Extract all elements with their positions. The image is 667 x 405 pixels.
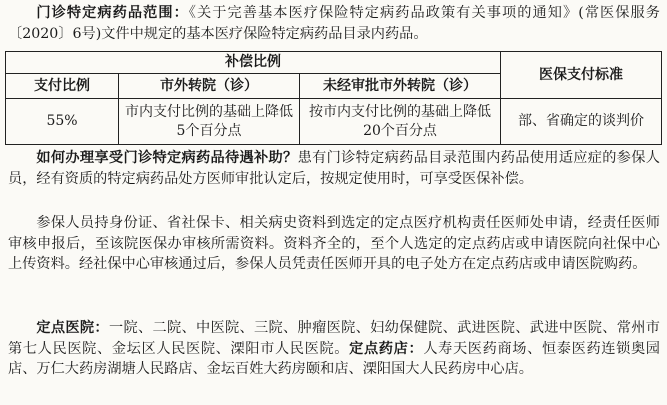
designated-paragraph	[8, 318, 660, 380]
application-paragraph	[8, 213, 660, 275]
scope-heading: 门诊特定病药品范围：	[36, 5, 189, 21]
pharmacy-heading: 定点药店：	[349, 340, 424, 357]
scope-paragraph	[8, 3, 660, 44]
payment-ratio-header: 支付比例	[6, 74, 119, 99]
payment-ratio-cell: 55%	[6, 99, 119, 145]
compensation-table	[5, 51, 662, 145]
hospital-heading: 定点医院：	[36, 320, 109, 336]
payment-standard-cell: 部、省确定的谈判价	[501, 99, 662, 145]
hospital-list: 一院、二院、中医院、三院、肿瘤医院、妇幼保健院、武进医院、武进中医院、常州市第七人民医院、金坛区人民医院、溧阳市人民医院。	[8, 320, 660, 357]
unapproved-referral-header: 未经审批市外转院（诊）	[300, 74, 501, 99]
out-of-city-referral-header: 市外转院（诊）	[119, 74, 300, 99]
howto-paragraph	[8, 148, 660, 189]
howto-heading: 如何办理享受门诊特定病药品待遇补助？	[36, 150, 298, 166]
howto-text-2: 参保人员持身份证、省社保卡、相关病史资料到选定的定点医疗机构责任医师处申请，经责任医师审核申报后，至该院医保办审核所需资料。资料齐全的，至个人选定的定点药店或申请医院向社保中心上传资料。经社保中心审核通过后，参保人员凭责任医师开具的电子处方在定点药店或申请医院购药。	[8, 215, 660, 273]
out-of-city-referral-cell: 市内支付比例的基础上降低5个百分点	[119, 99, 300, 145]
payment-standard-header: 医保支付标准	[501, 52, 662, 99]
howto-text-1: 患有门诊特定病药品目录范围内药品使用适应症的参保人员，经有资质的特定病药品处方医师审批认定后，按规定使用时，可享受医保补偿。	[8, 150, 660, 187]
pharmacy-list: 人寿天医药商场、恒泰医药连锁奥园店、万仁大药房湖塘人民路店、金坛百姓大药房颐和店、溧阳国大人民药房中心店。	[8, 340, 660, 378]
scope-text: 《关于完善基本医疗保险特定病药品政策有关事项的通知》(常医保服务〔2020〕6号)文件中规定的基本医疗保险特定病药品目录内药品。	[8, 5, 660, 42]
compensation-ratio-header: 补偿比例	[6, 52, 501, 74]
unapproved-referral-cell: 按市内支付比例的基础上降低20个百分点	[300, 99, 501, 145]
